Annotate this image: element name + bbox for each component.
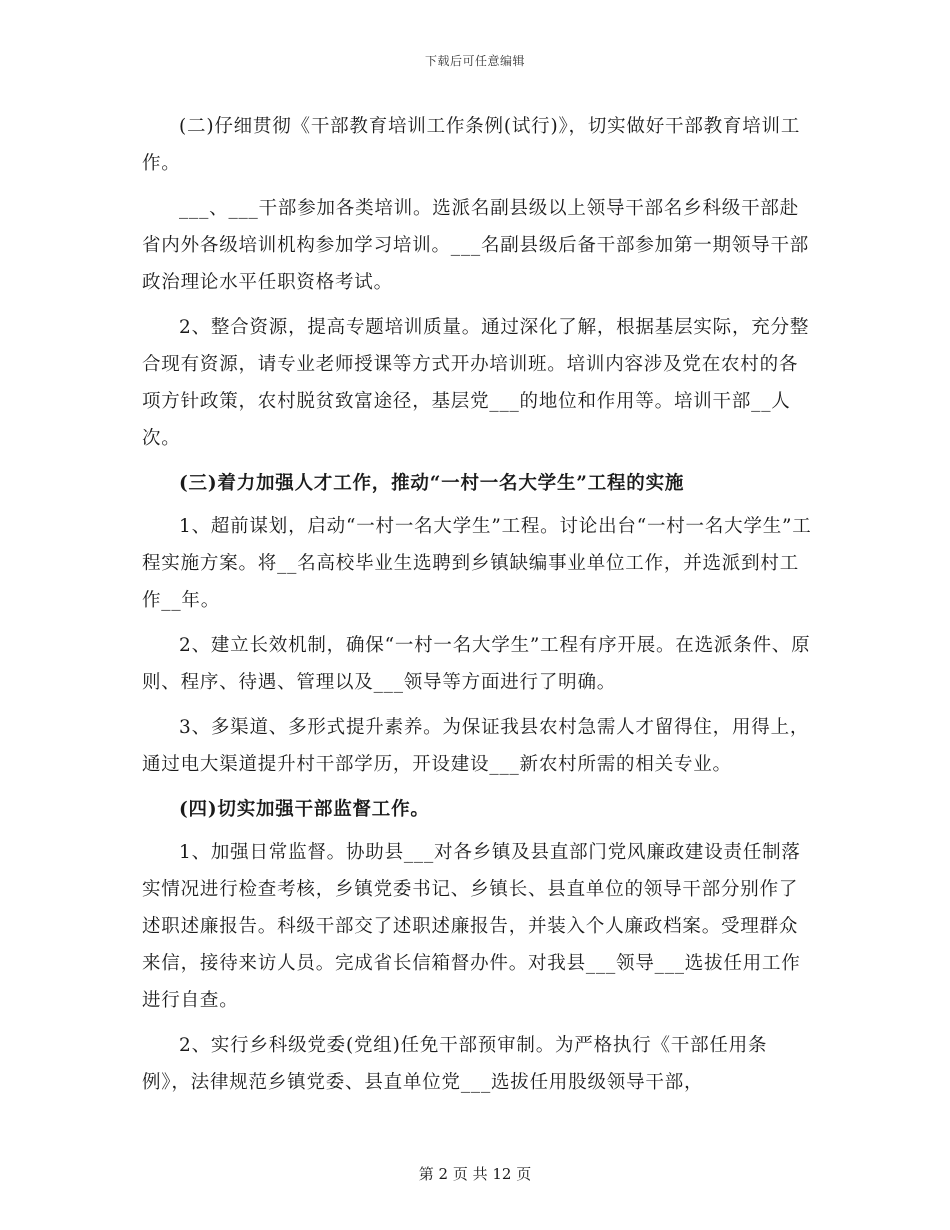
paragraph-daily-supervision: 1、加强日常监督。协助县___对各乡镇及县直部门党风廉政建设责任制落实情况进行检查考核，乡镇党委书记、乡镇长、县直单位的领导干部分别作了述职述廉报告。科级干部交了述职述廉报告，并装入个人廉政档案。受理群众来信，接待来访人员。完成省长信箱督办件。对我县___领导___选拔任用工作进行自查。	[142, 842, 801, 1011]
paragraph-resource-integration: 2、整合资源，提高专题培训质量。通过深化了解，根据基层实际，充分整合现有资源，请专业老师授课等方式开办培训班。培训内容涉及党在农村的各项方针政策，农村脱贫致富途径，基层党___的地位和作用等。培训干部__人次。	[142, 317, 810, 449]
paragraph-multi-channel: 3、多渠道、多形式提升素养。为保证我县农村急需人才留得住，用得上，通过电大渠道提升村干部学历，开设建设___新农村所需的相关专业。	[142, 717, 810, 775]
section-3-heading: (三)着力加强人才工作，推动“一村一名大学生”工程的实施	[179, 473, 685, 494]
section-4-heading: (四)切实加强干部监督工作。	[179, 799, 430, 820]
paragraph-pre-review-system: 2、实行乡科级党委(党组)任免干部预审制。为严格执行《干部任用条例》，法律规范乡镇党委、县直单位党___选拔任用股级领导干部，	[142, 1035, 768, 1093]
paragraph-training-participation: ___、___干部参加各类培训。选派名副县级以上领导干部名乡科级干部赴省内外各级培训机构参加学习培训。___名副县级后备干部参加第一期领导干部政治理论水平任职资格考试。	[142, 198, 810, 293]
document-body	[142, 108, 814, 1109]
page-number: 第 2 页 共 12 页	[418, 1165, 532, 1183]
paragraph-section-2-heading: (二)仔细贯彻《干部教育培训工作条例(试行)》，切实做好干部教育培训工作。	[142, 116, 801, 174]
paragraph-advance-planning: 1、超前谋划，启动“一村一名大学生”工程。讨论出台“一村一名大学生”工程实施方案。将__名高校毕业生选聘到乡镇缺编事业单位工作，并选派到村工作__年。	[142, 516, 812, 611]
paragraph-long-term-mechanism: 2、建立长效机制，确保“一村一名大学生”工程有序开展。在选派条件、原则、程序、待遇、管理以及___领导等方面进行了明确。	[142, 635, 811, 693]
header-note: 下载后可任意编辑	[424, 54, 525, 68]
